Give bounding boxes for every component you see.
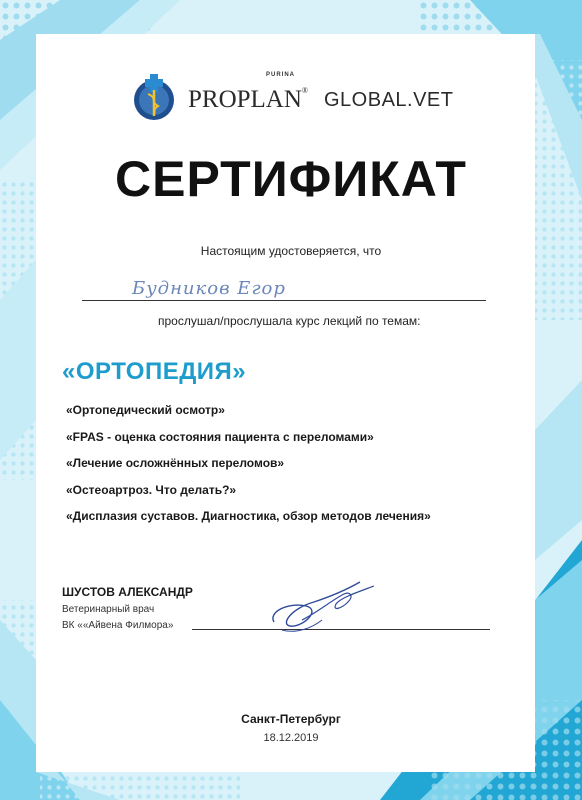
topic-item: «FPAS - оценка состояния пациента с переломами» — [66, 429, 374, 444]
topic-item: «Лечение осложнённых переломов» — [66, 456, 285, 470]
vet-emblem-icon — [130, 72, 178, 122]
certify-text: Настоящим удостоверяется, что — [200, 244, 382, 258]
topic-item: «Диспл​азия суставов. Диагностика, обзор методов лечения» — [66, 509, 431, 523]
signatory-role: Ветеринарный врач — [62, 604, 155, 615]
signatory-name: ШУСТОВ АЛЕКСАНДР — [62, 585, 193, 599]
signatory-block — [62, 584, 193, 634]
signatory-org: ВК ««Айвена Филмора» — [62, 620, 174, 631]
topic-item: «Ортопедический осмотр» — [66, 403, 225, 417]
attended-text: прослушал/прослушала курс лекций по темам: — [158, 314, 421, 328]
proplan-logo — [188, 86, 308, 114]
registered-mark: ® — [301, 86, 308, 95]
course-title: «ОРТОПЕДИЯ» — [62, 358, 247, 385]
issue-date: 18.12.2019 — [263, 732, 319, 744]
purina-label: PURINA — [266, 72, 296, 78]
handwritten-signature — [262, 572, 382, 642]
proplan-text: PROPLAN — [188, 86, 302, 113]
name-underline — [82, 300, 486, 301]
city: Санкт-Петербург — [241, 712, 341, 726]
recipient-name: Будников Егор — [132, 278, 286, 299]
topic-item: «Остеоартроз. Что делать?» — [66, 482, 237, 497]
brand-logos — [130, 64, 470, 124]
topic-list — [66, 402, 431, 535]
certificate-title: СЕРТИФИКАТ — [115, 151, 467, 207]
globalvet-logo: GLOBAL.VET — [324, 89, 454, 111]
